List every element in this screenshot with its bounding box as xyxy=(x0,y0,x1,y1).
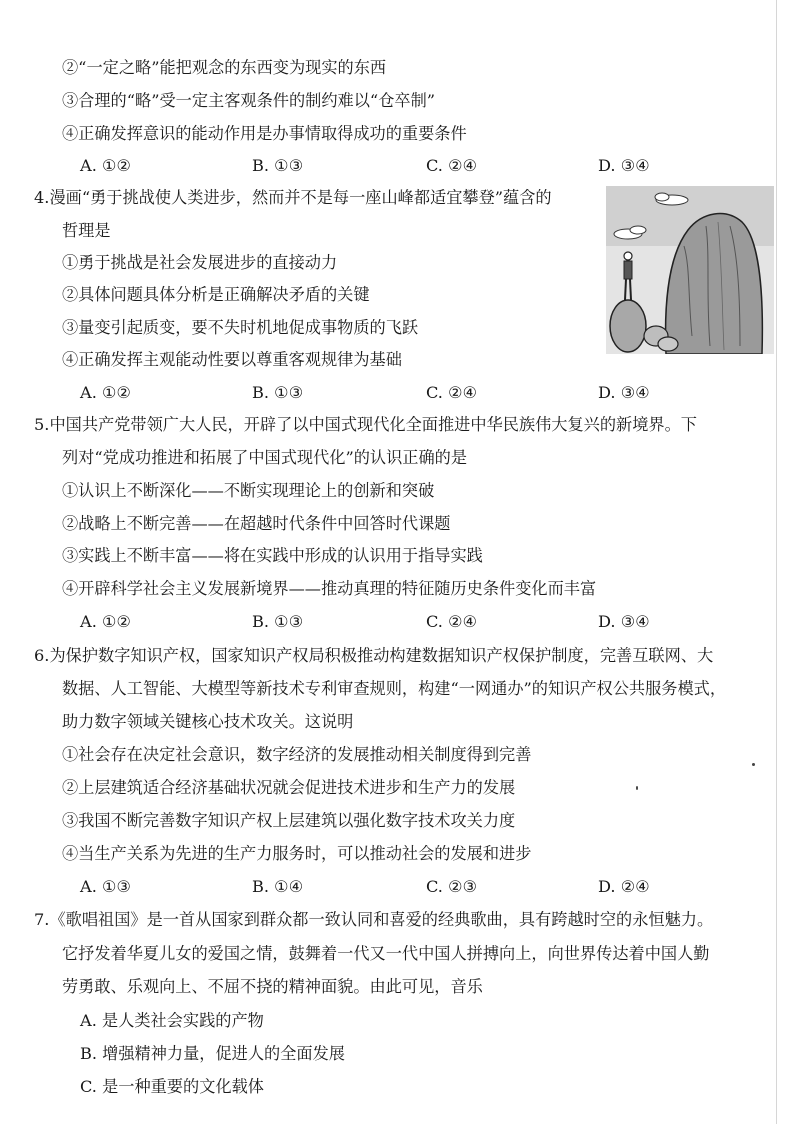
q7-stem-line-2: 它抒发着华夏儿女的爱国之情，鼓舞着一代又一代中国人拼搏向上，向世界传达着中国人勤 xyxy=(62,944,710,963)
q4-option-a: A. ①② xyxy=(80,383,132,402)
q3-statement-2: ②“一定之略”能把观念的东西变为现实的东西 xyxy=(62,58,387,77)
q6-stem-line-2: 数据、人工智能、大模型等新技术专利审查规则，构建“一网通办”的知识产权公共服务模式， xyxy=(62,679,727,698)
scan-speck xyxy=(636,786,638,790)
q4-stem-line-2: 哲理是 xyxy=(62,221,111,240)
q5-stem-line-1: 5.中国共产党带领广大人民，开辟了以中国式现代化全面推进中华民族伟大复兴的新境界。下 xyxy=(34,415,697,434)
q4-cartoon-image xyxy=(606,186,774,354)
q3-option-b: B. ①③ xyxy=(252,156,304,175)
q6-option-c: C. ②③ xyxy=(426,877,478,896)
q7-stem-line-1: 7.《歌唱祖国》是一首从国家到群众都一致认同和喜爱的经典歌曲，具有跨越时空的永恒魅力。 xyxy=(34,910,714,929)
q4-statement-2: ②具体问题具体分析是正确解决矛盾的关键 xyxy=(62,285,370,304)
scan-speck xyxy=(752,763,755,766)
q5-statement-1: ①认识上不断深化——不断实现理论上的创新和突破 xyxy=(62,481,435,500)
q4-statement-4: ④正确发挥主观能动性要以尊重客观规律为基础 xyxy=(62,350,402,369)
q5-option-c: C. ②④ xyxy=(426,612,478,631)
q3-option-c: C. ②④ xyxy=(426,156,478,175)
q5-option-a: A. ①② xyxy=(80,612,132,631)
q4-stem-line-1: 4.漫画“勇于挑战使人类进步，然而并不是每一座山峰都适宜攀登”蕴含的 xyxy=(34,188,552,207)
q4-statement-1: ①勇于挑战是社会发展进步的直接动力 xyxy=(62,253,338,272)
q7-option-c: C. 是一种重要的文化载体 xyxy=(80,1077,264,1096)
q6-statement-1: ①社会存在决定社会意识，数字经济的发展推动相关制度得到完善 xyxy=(62,745,532,764)
q4-option-b: B. ①③ xyxy=(252,383,304,402)
q6-stem-line-1: 6.为保护数字知识产权，国家知识产权局积极推动构建数据知识产权保护制度，完善互联网、大 xyxy=(34,646,714,665)
q5-statement-3: ③实践上不断丰富——将在实践中形成的认识用于指导实践 xyxy=(62,546,483,565)
q3-statement-4: ④正确发挥意识的能动作用是办事情取得成功的重要条件 xyxy=(62,124,467,143)
q3-option-d: D. ③④ xyxy=(598,156,650,175)
q5-option-d: D. ③④ xyxy=(598,612,650,631)
q6-stem-line-3: 助力数字领域关键核心技术攻关。这说明 xyxy=(62,712,354,731)
q4-statement-3: ③量变引起质变，要不失时机地促成事物质的飞跃 xyxy=(62,318,419,337)
q3-statement-3: ③合理的“略”受一定主客观条件的制约难以“仓卒制” xyxy=(62,91,436,110)
q6-statement-4: ④当生产关系为先进的生产力服务时，可以推动社会的发展和进步 xyxy=(62,844,532,863)
q4-option-d: D. ③④ xyxy=(598,383,650,402)
q3-option-a: A. ①② xyxy=(80,156,132,175)
q6-statement-3: ③我国不断完善数字知识产权上层建筑以强化数字技术攻关力度 xyxy=(62,811,516,830)
q5-statement-4: ④开辟科学社会主义发展新境界——推动真理的特征随历史条件变化而丰富 xyxy=(62,579,597,598)
q6-statement-2: ②上层建筑适合经济基础状况就会促进技术进步和生产力的发展 xyxy=(62,778,516,797)
q5-statement-2: ②战略上不断完善——在超越时代条件中回答时代课题 xyxy=(62,514,451,533)
q5-option-b: B. ①③ xyxy=(252,612,304,631)
q5-stem-line-2: 列对“党成功推进和拓展了中国式现代化”的认识正确的是 xyxy=(62,448,468,467)
q7-stem-line-3: 劳勇敢、乐观向上、不屈不挠的精神面貌。由此可见，音乐 xyxy=(62,977,483,996)
page-edge-shadow xyxy=(776,0,777,1124)
q6-option-b: B. ①④ xyxy=(252,877,304,896)
q4-option-c: C. ②④ xyxy=(426,383,478,402)
q6-option-d: D. ②④ xyxy=(598,877,650,896)
q7-option-a: A. 是人类社会实践的产物 xyxy=(80,1011,264,1030)
q6-option-a: A. ①③ xyxy=(80,877,132,896)
q7-option-b: B. 增强精神力量，促进人的全面发展 xyxy=(80,1044,345,1063)
